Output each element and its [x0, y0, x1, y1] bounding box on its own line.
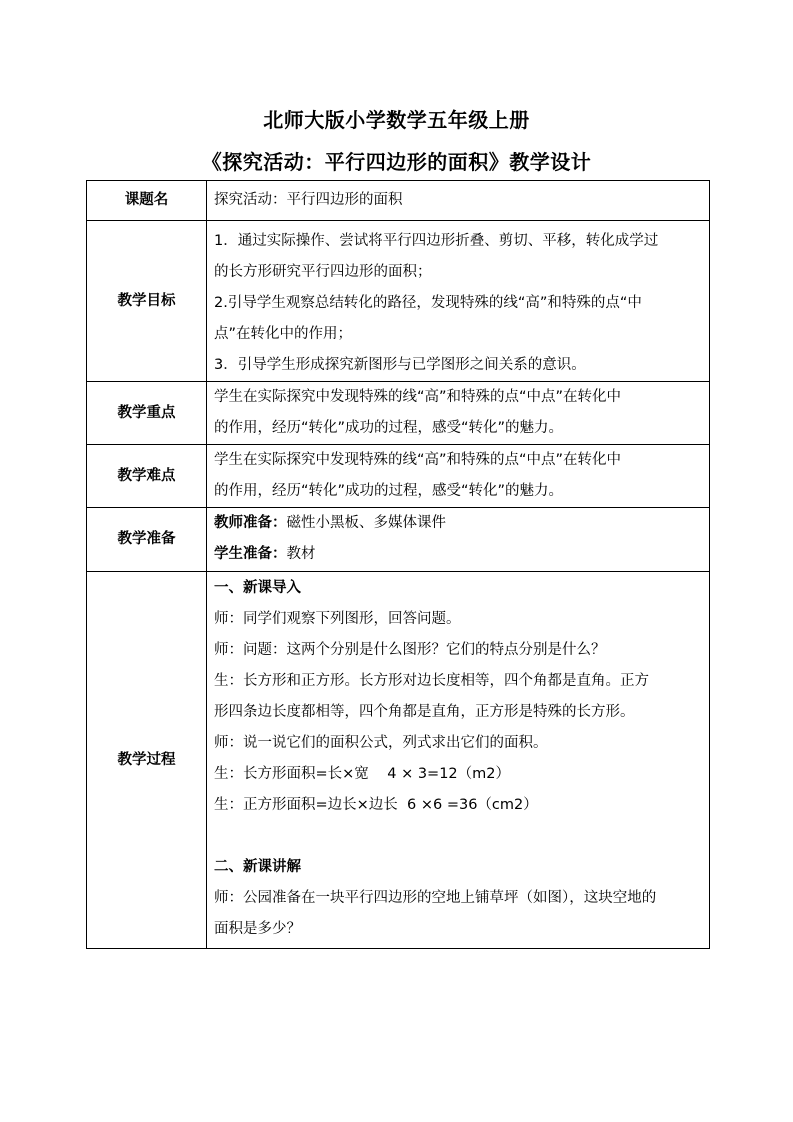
section-title: 一、新课导入 [214, 580, 301, 596]
label-key: 教学重点 [87, 382, 207, 445]
doc-title: 北师大版小学数学五年级上册 [263, 108, 530, 132]
value-prep [207, 508, 710, 572]
row-goals [87, 221, 710, 382]
value-goals [207, 221, 710, 382]
prep-teacher-label: 教师准备： [214, 515, 287, 531]
label-prep: 教学准备 [87, 508, 207, 572]
label-process: 教学过程 [87, 572, 207, 949]
prep-student-text: 教材 [286, 546, 316, 562]
process-line: 生：长方形面积=长×宽 4 × 3=12（m2） [214, 766, 511, 782]
goal-line: 的长方形研究平行四边形的面积； [214, 264, 432, 280]
row-prep [87, 508, 710, 572]
goal-line: 2.引导学生观察总结转化的路径，发现特殊的线“高”和特殊的点“中 [214, 295, 642, 311]
spacer [214, 821, 702, 852]
label-difficulty: 教学难点 [87, 445, 207, 508]
prep-student [214, 539, 702, 570]
value-key [207, 382, 710, 445]
process-line: 生：正方形面积=边长×边长 6 ×6 =36（cm2） [214, 797, 538, 813]
goal-line: 1．通过实际操作、尝试将平行四边形折叠、剪切、平移，转化成学过 [214, 233, 659, 249]
difficulty-line: 的作用，经历“转化”成功的过程，感受“转化”的魅力。 [214, 483, 564, 499]
value-process [207, 572, 710, 949]
prep-student-label: 学生准备： [214, 546, 287, 562]
row-key [87, 382, 710, 445]
process-line: 师：问题：这两个分别是什么图形？它们的特点分别是什么？ [214, 642, 606, 658]
lesson-plan-table [86, 180, 710, 949]
process-line: 师：公园准备在一块平行四边形的空地上铺草坪（如图），这块空地的 [214, 890, 657, 906]
label-topic: 课题名 [87, 181, 207, 221]
prep-teacher [214, 508, 702, 539]
value-topic: 探究活动：平行四边形的面积 [207, 181, 710, 221]
section-title: 二、新课讲解 [214, 859, 301, 875]
process-line: 师：说一说它们的面积公式，列式求出它们的面积。 [214, 735, 548, 751]
row-difficulty [87, 445, 710, 508]
prep-teacher-text: 磁性小黑板、多媒体课件 [286, 515, 446, 531]
process-line: 形四条边长度都相等，四个角都是直角，正方形是特殊的长方形。 [214, 704, 635, 720]
row-topic [87, 181, 710, 221]
key-line: 的作用，经历“转化”成功的过程，感受“转化”的魅力。 [214, 420, 564, 436]
row-process [87, 572, 710, 949]
difficulty-line: 学生在实际探究中发现特殊的线“高”和特殊的点“中点”在转化中 [214, 452, 622, 468]
key-line: 学生在实际探究中发现特殊的线“高”和特殊的点“中点”在转化中 [214, 389, 622, 405]
process-line: 面积是多少？ [214, 921, 301, 937]
label-goals: 教学目标 [87, 221, 207, 382]
goal-line: 3．引导学生形成探究新图形与已学图形之间关系的意识。 [214, 357, 586, 373]
process-line: 师：同学们观察下列图形，回答问题。 [214, 611, 461, 627]
value-difficulty [207, 445, 710, 508]
process-line: 生：长方形和正方形。长方形对边长度相等，四个角都是直角。正方 [214, 673, 649, 689]
goal-line: 点”在转化中的作用； [214, 326, 353, 342]
doc-subtitle: 《探究活动：平行四边形的面积》教学设计 [201, 150, 592, 174]
